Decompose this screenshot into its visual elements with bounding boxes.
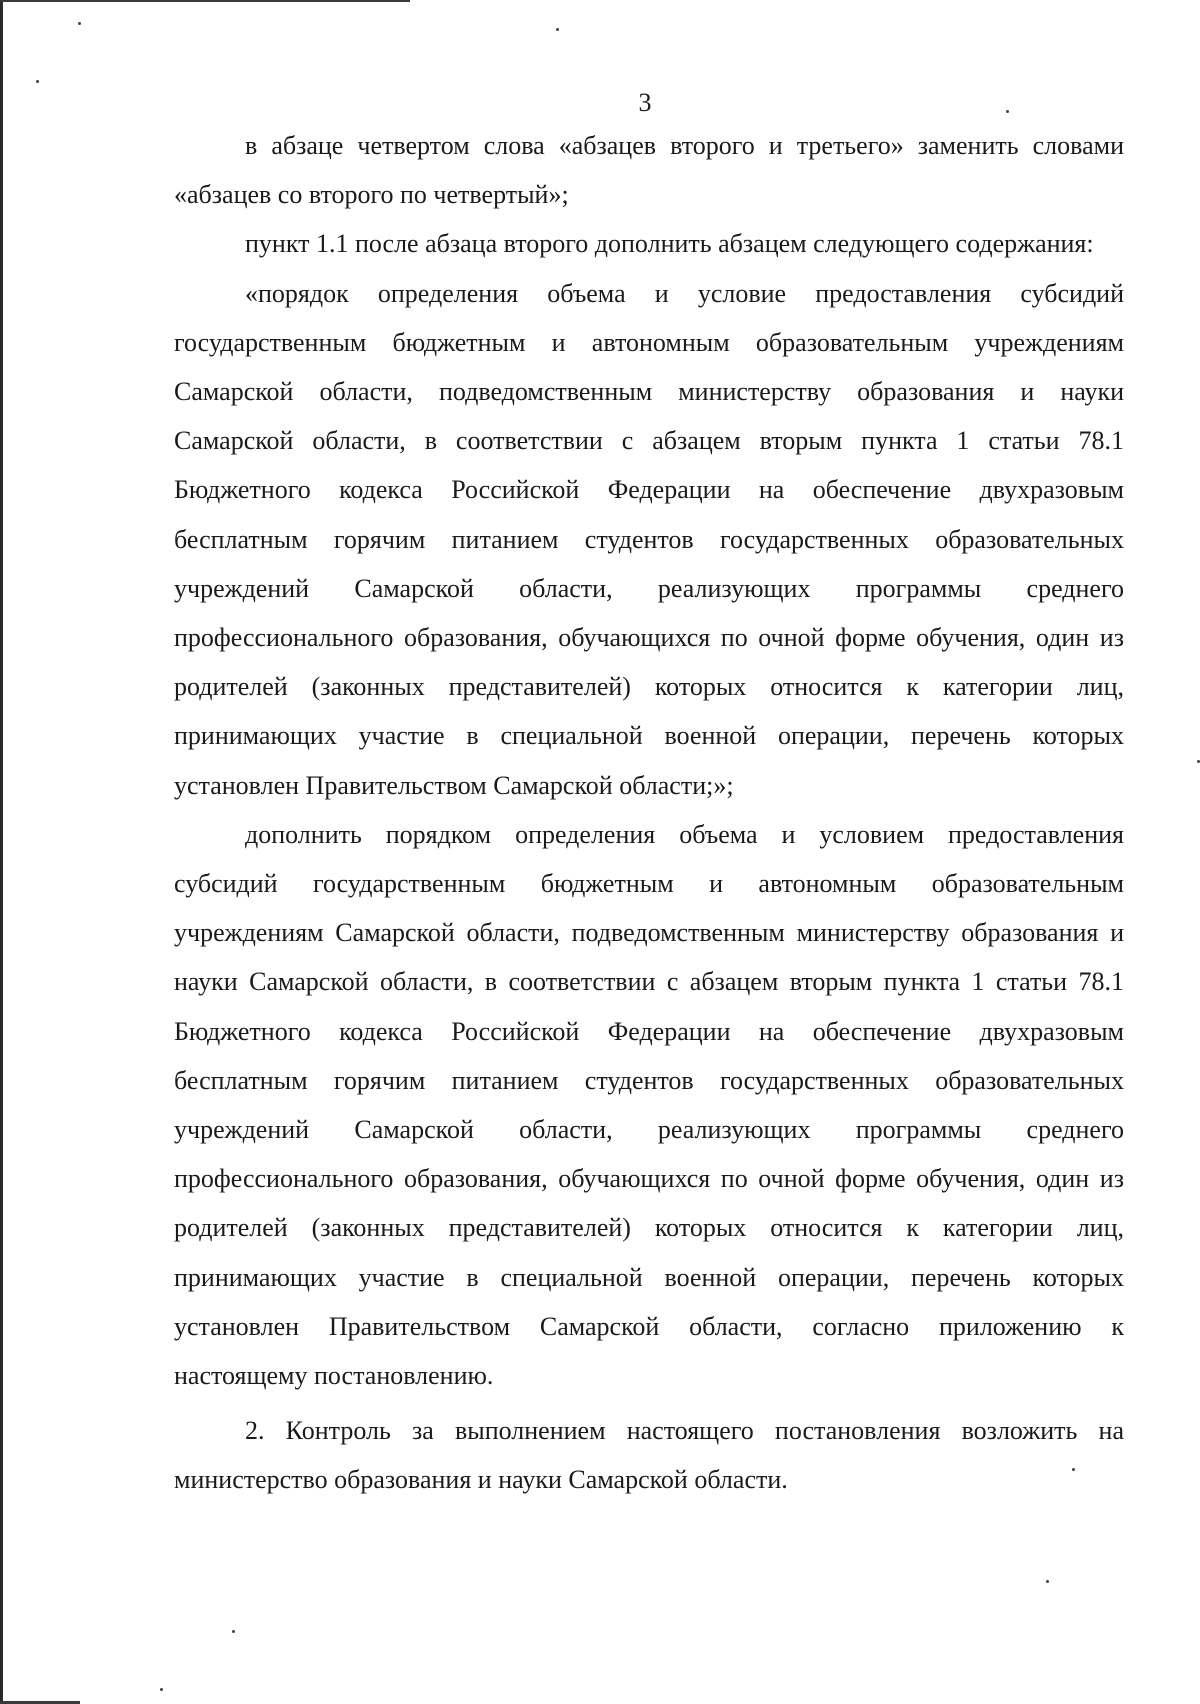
scan-speck <box>36 80 39 83</box>
paragraph: пункт 1.1 после абзаца второго дополнить абзацем следующего содержания: <box>245 229 1094 259</box>
scan-speck <box>232 1630 235 1633</box>
paragraph: в абзаце четвертом слова «абзацев второго и третьего» заменить словами «абзацев со второго по четвертый»; <box>174 131 1124 210</box>
scan-speck <box>160 1688 163 1691</box>
scan-speck <box>1046 1580 1049 1583</box>
scan-edge-left <box>0 0 3 1704</box>
paragraph: 2. Контроль за выполнением настоящего постановления возложить на министерство образования и науки Самарской области. <box>174 1416 1124 1495</box>
paragraph: «порядок определения объема и условие предоставления субсидий государственным бюджетным и автономным образовательным учреждениям Самарской области, подведомственным министерству образования и науки Самарской области, в соответствии с абзацем вторым пункта 1 статьи 78.1 Бюджетного кодекса Российской Федерации на обеспечение двухразовым бесплатным горячим питанием студентов государственных образовательных учреждений Самарской области, реализующих программы среднего профессионального образования, обучающихся по очной форме обучения, один из родителей (законных представителей) которых относится к категории лиц, принимающих участие в специальной военной операции, перечень которых установлен Правительством Самарской области;»; <box>174 278 1124 800</box>
scan-speck <box>78 22 81 25</box>
page-number: 3 <box>638 88 652 117</box>
document-body <box>174 121 1124 1505</box>
scan-speck <box>556 28 559 31</box>
scan-edge-top <box>0 0 410 2</box>
paragraph: дополнить порядком определения объема и условием предоставления субсидий государственным бюджетным и автономным образовательным учреждениям Самарской области, подведомственным министерству образования и науки Самарской области, в соответствии с абзацем вторым пункта 1 статьи 78.1 Бюджетного кодекса Российской Федерации на обеспечение двухразовым бесплатным горячим питанием студентов государственных образовательных учреждений Самарской области, реализующих программы среднего профессионального образования, обучающихся по очной форме обучения, один из родителей (законных представителей) которых относится к категории лиц, принимающих участие в специальной военной операции, перечень которых установлен Правительством Самарской области, согласно приложению к настоящему постановлению. <box>174 819 1124 1391</box>
